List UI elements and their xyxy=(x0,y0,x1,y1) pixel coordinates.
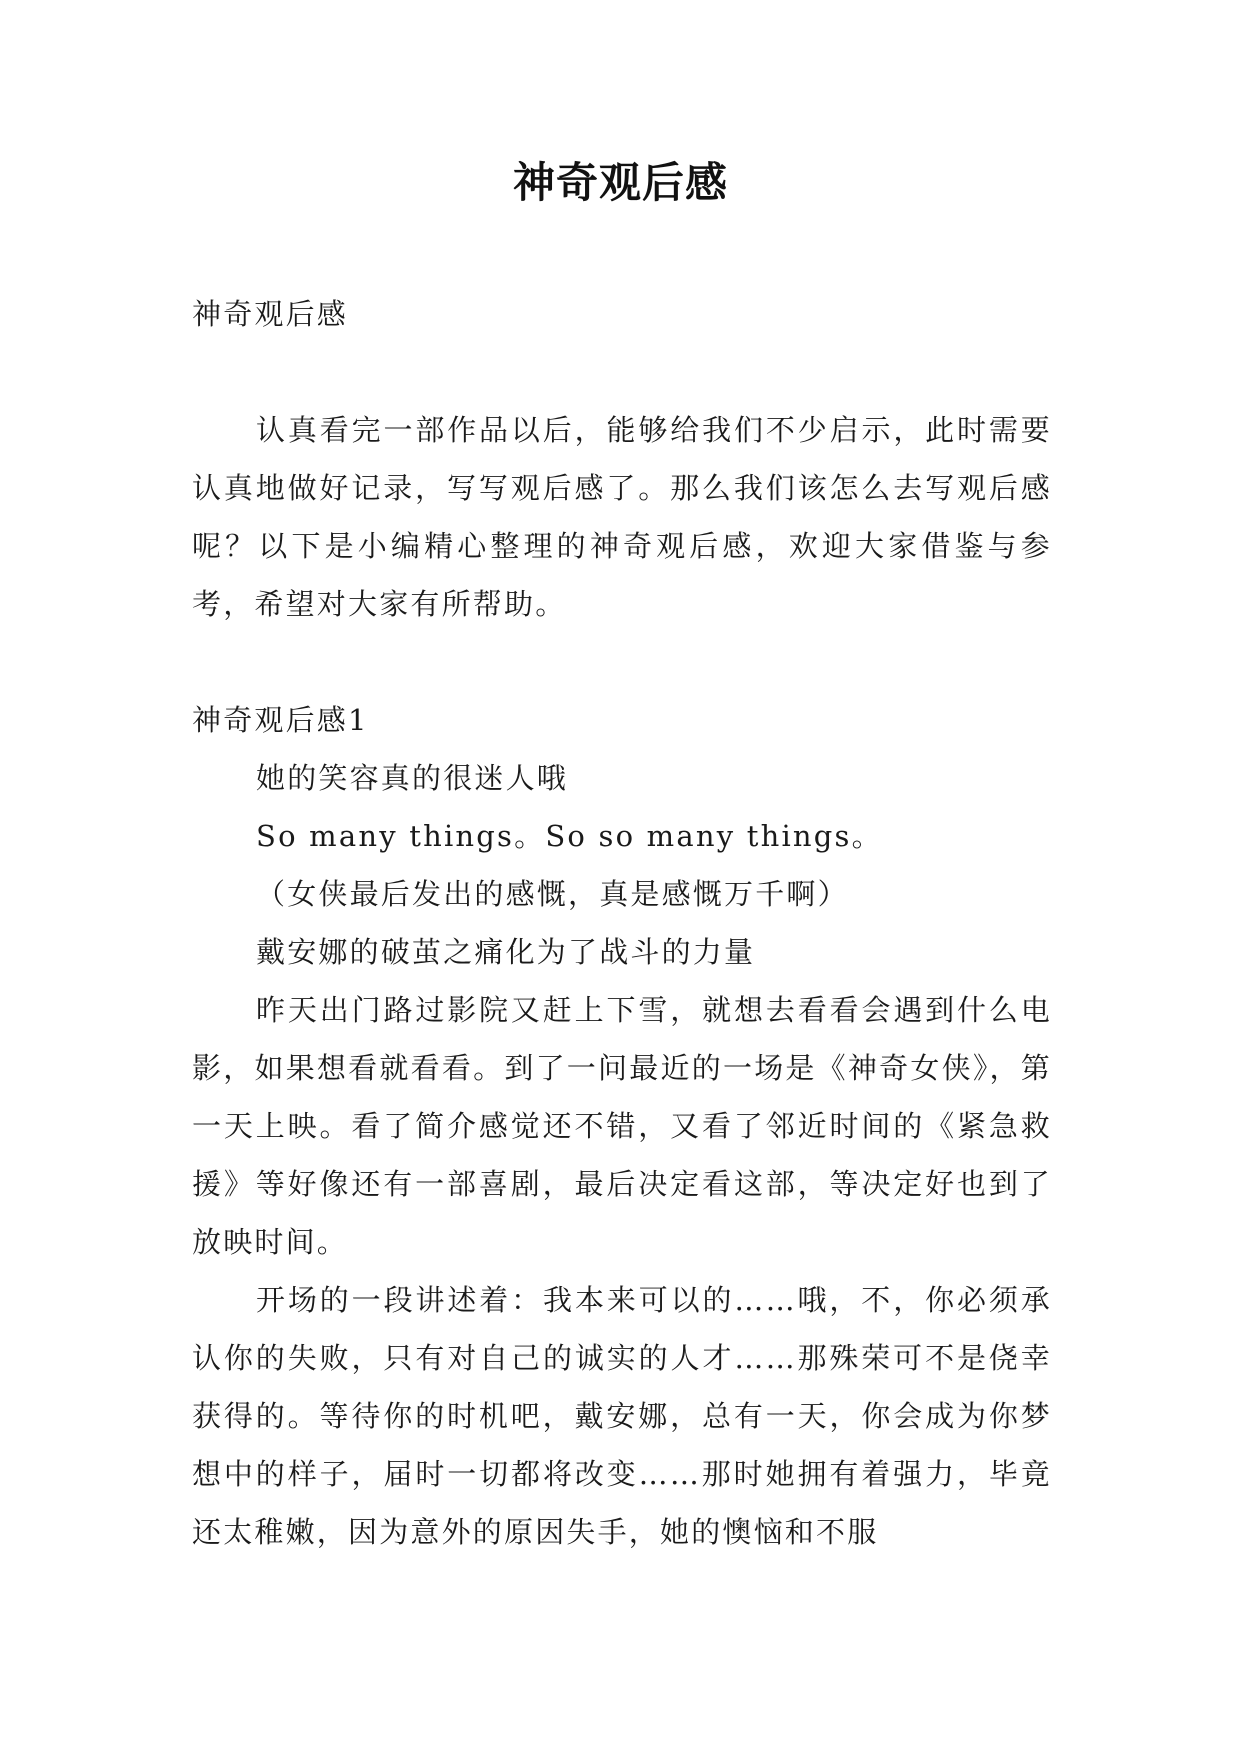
section-heading: 神奇观后感1 xyxy=(192,703,369,737)
line-3: （女侠最后发出的感慨，真是感慨万千啊） xyxy=(256,877,849,911)
line-1: 她的笑容真的很迷人哦 xyxy=(256,761,569,795)
intro-paragraph: 认真看完一部作品以后，能够给我们不少启示，此时需要认真地做好记录，写写观后感了。那么我们该怎么去写观后感呢？以下是小编精心整理的神奇观后感，欢迎大家借鉴与参考，希望对大家有所帮助。 xyxy=(192,413,1052,621)
line-2: So many things。So so many things。 xyxy=(256,819,883,853)
subtitle: 神奇观后感 xyxy=(192,297,349,331)
body-paragraph-1: 昨天出门路过影院又赶上下雪，就想去看看会遇到什么电影，如果想看就看看。到了一问最近的一场是《神奇女侠》，第一天上映。看了简介感觉还不错，又看了邻近时间的《紧急救援》等好像还有一部喜剧，最后决定看这部，等决定好也到了放映时间。 xyxy=(192,993,1052,1259)
line-4: 戴安娜的破茧之痛化为了战斗的力量 xyxy=(256,935,756,969)
body-paragraph-2: 开场的一段讲述着：我本来可以的……哦，不，你必须承认你的失败，只有对自己的诚实的人才……那殊荣可不是侥幸获得的。等待你的时机吧，戴安娜，总有一天，你会成为你梦想中的样子，届时一切都将改变……那时她拥有着强力，毕竟还太稚嫩，因为意外的原因失手，她的懊恼和不服 xyxy=(192,1283,1052,1549)
document-title: 神奇观后感 xyxy=(512,158,728,207)
document-body xyxy=(192,285,1052,1561)
